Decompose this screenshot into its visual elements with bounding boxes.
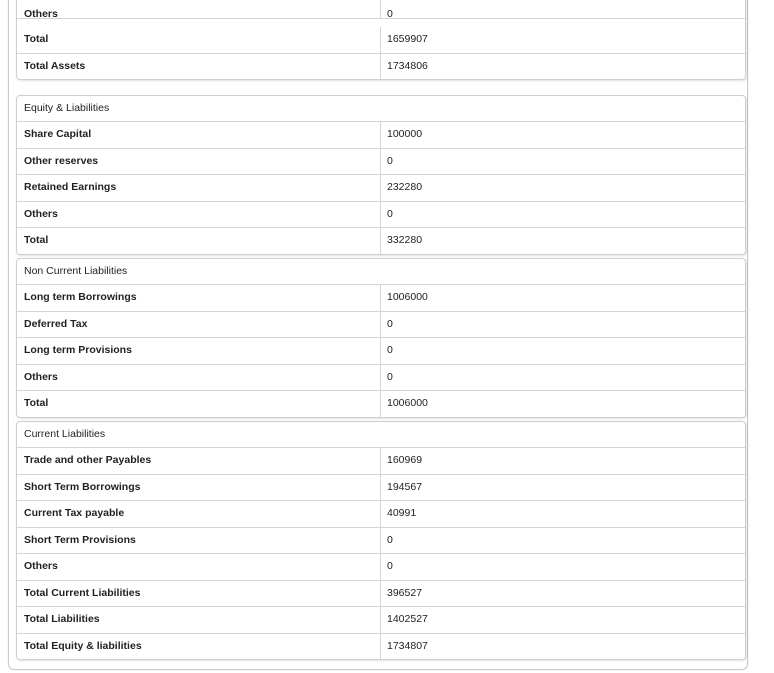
row-label: Total (17, 27, 381, 53)
row-label: Other reserves (17, 149, 381, 175)
row-value: 396527 (387, 586, 423, 599)
section-header: Non Current Liabilities (17, 259, 745, 285)
table-row (17, 54, 745, 80)
row-value: 0 (387, 207, 393, 220)
table-row (17, 528, 745, 555)
row-label: Short Term Borrowings (17, 475, 381, 501)
table-row (17, 312, 745, 339)
row-value: 194567 (387, 480, 423, 493)
table-row (17, 365, 745, 392)
row-value: 0 (387, 560, 393, 572)
row-label: Retained Earnings (17, 175, 381, 201)
row-label: Total Current Liabilities (17, 581, 381, 607)
row-label: Share Capital (17, 122, 381, 148)
row-label: Deferred Tax (17, 312, 381, 338)
table-row (17, 149, 745, 176)
row-value: 40991 (387, 507, 417, 519)
row-value: 1659907 (387, 33, 428, 45)
table-row (17, 391, 745, 417)
table-row (17, 0, 745, 19)
table-row (17, 475, 745, 502)
table-row (17, 228, 745, 254)
table-row (17, 285, 745, 312)
row-value: 1402527 (387, 613, 428, 625)
row-value: 0 (387, 8, 393, 20)
table-row (17, 338, 745, 365)
row-value: 332280 (387, 234, 423, 246)
assets-section (16, 0, 746, 80)
equity-section (16, 95, 746, 255)
table-row (17, 448, 745, 475)
section-header: Equity & Liabilities (17, 96, 745, 122)
row-value: 1006000 (387, 397, 428, 409)
row-label: Total Assets (17, 54, 381, 80)
row-value: 0 (387, 533, 393, 546)
row-value: 1734806 (387, 59, 428, 72)
table-row (17, 607, 745, 634)
row-value: 1734807 (387, 639, 428, 652)
row-label: Total (17, 228, 381, 254)
row-value: 232280 (387, 181, 423, 193)
row-label: Total Liabilities (17, 607, 381, 633)
table-row (17, 554, 745, 581)
row-label: Trade and other Payables (17, 448, 381, 474)
row-label: Others (17, 202, 381, 228)
table-row (17, 202, 745, 229)
row-label: Short Term Provisions (17, 528, 381, 554)
row-label: Total Equity & liabilities (17, 634, 381, 660)
table-row (17, 175, 745, 202)
table-row (17, 501, 745, 528)
row-label: Current Tax payable (17, 501, 381, 527)
row-value: 0 (387, 154, 393, 167)
row-label: Total (17, 391, 381, 417)
row-label: Long term Provisions (17, 338, 381, 364)
non-current-liabilities-section (16, 258, 746, 418)
section-header: Current Liabilities (17, 422, 745, 448)
row-label: Others (17, 365, 381, 391)
row-label: Long term Borrowings (17, 285, 381, 311)
row-value: 100000 (387, 128, 423, 140)
table-row (17, 581, 745, 608)
row-label: Others (17, 0, 381, 18)
row-value: 0 (387, 317, 393, 330)
row-value: 0 (387, 370, 393, 383)
table-row (17, 122, 745, 149)
row-value: 160969 (387, 454, 423, 466)
table-row (17, 27, 745, 54)
row-value: 0 (387, 344, 393, 356)
row-value: 1006000 (387, 291, 428, 303)
row-label: Others (17, 554, 381, 580)
current-liabilities-section (16, 421, 746, 660)
table-row (17, 634, 745, 660)
